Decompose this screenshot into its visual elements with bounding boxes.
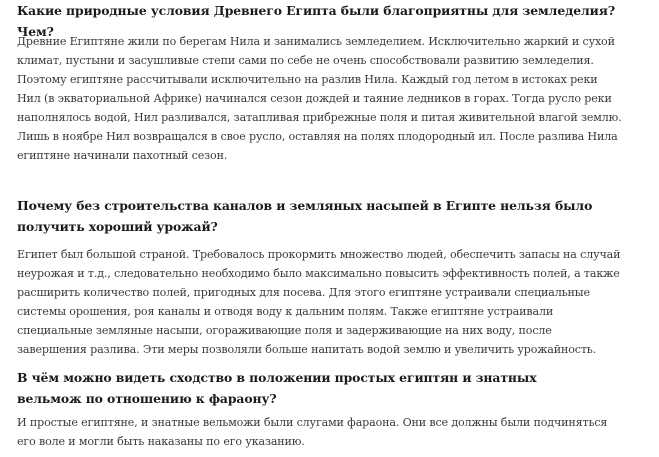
answer-paragraph: Египет был большой страной. Требовалось прокормить множество людей, обеспечить запасы на случай неурожая и т.д., следовательно необходимо было максимально повысить эффективность полей, а также расширить количество полей, пригодных для посева. Для этого египтяне устраивали специальные системы орошения, роя каналы и отводя воду к дальним полям. Также египтяне устраивали специальные земляные насыпи, огораживающие поля и задерживающие на них воду, после завершения разлива. Эти меры позволяли больше напитать водой землю и увеличить урожайность. xyxy=(17,248,621,356)
question-heading: Какие природные условия Древнего Египта были благоприятны для земледелия? Чем? xyxy=(17,3,615,39)
answer-paragraph: И простые египтяне, и знатные вельможи были слугами фараона. Они все должны были подчиняться его воле и могли быть наказаны по его указанию. xyxy=(17,416,608,448)
question-heading: В чём можно видеть сходство в положении простых египтян и знатных вельмож по отношению к фараону? xyxy=(17,370,537,406)
question-heading: Почему без строительства каналов и земляных насыпей в Египте нельзя было получить хороший урожай? xyxy=(17,198,593,234)
answer-paragraph: Древние Египтяне жили по берегам Нила и занимались земледелием. Исключительно жаркий и сухой климат, пустыни и засушливые степи сами по себе не очень способствовали развитию земледелия. Поэтому египтяне рассчитывали исключительно на разлив Нила. Каждый год летом в истоках реки Нил (в экваториальной Африке) начинался сезон дождей и таяние ледников в горах. Тогда русло реки наполнялось водой, Нил разливался, затапливая прибрежные поля и питая живительной влагой землю. Лишь в ноябре Нил возвращался в свое русло, оставляя на полях плодородный ил. После разлива Нила египтяне начинали пахотный сезон. xyxy=(17,35,622,162)
